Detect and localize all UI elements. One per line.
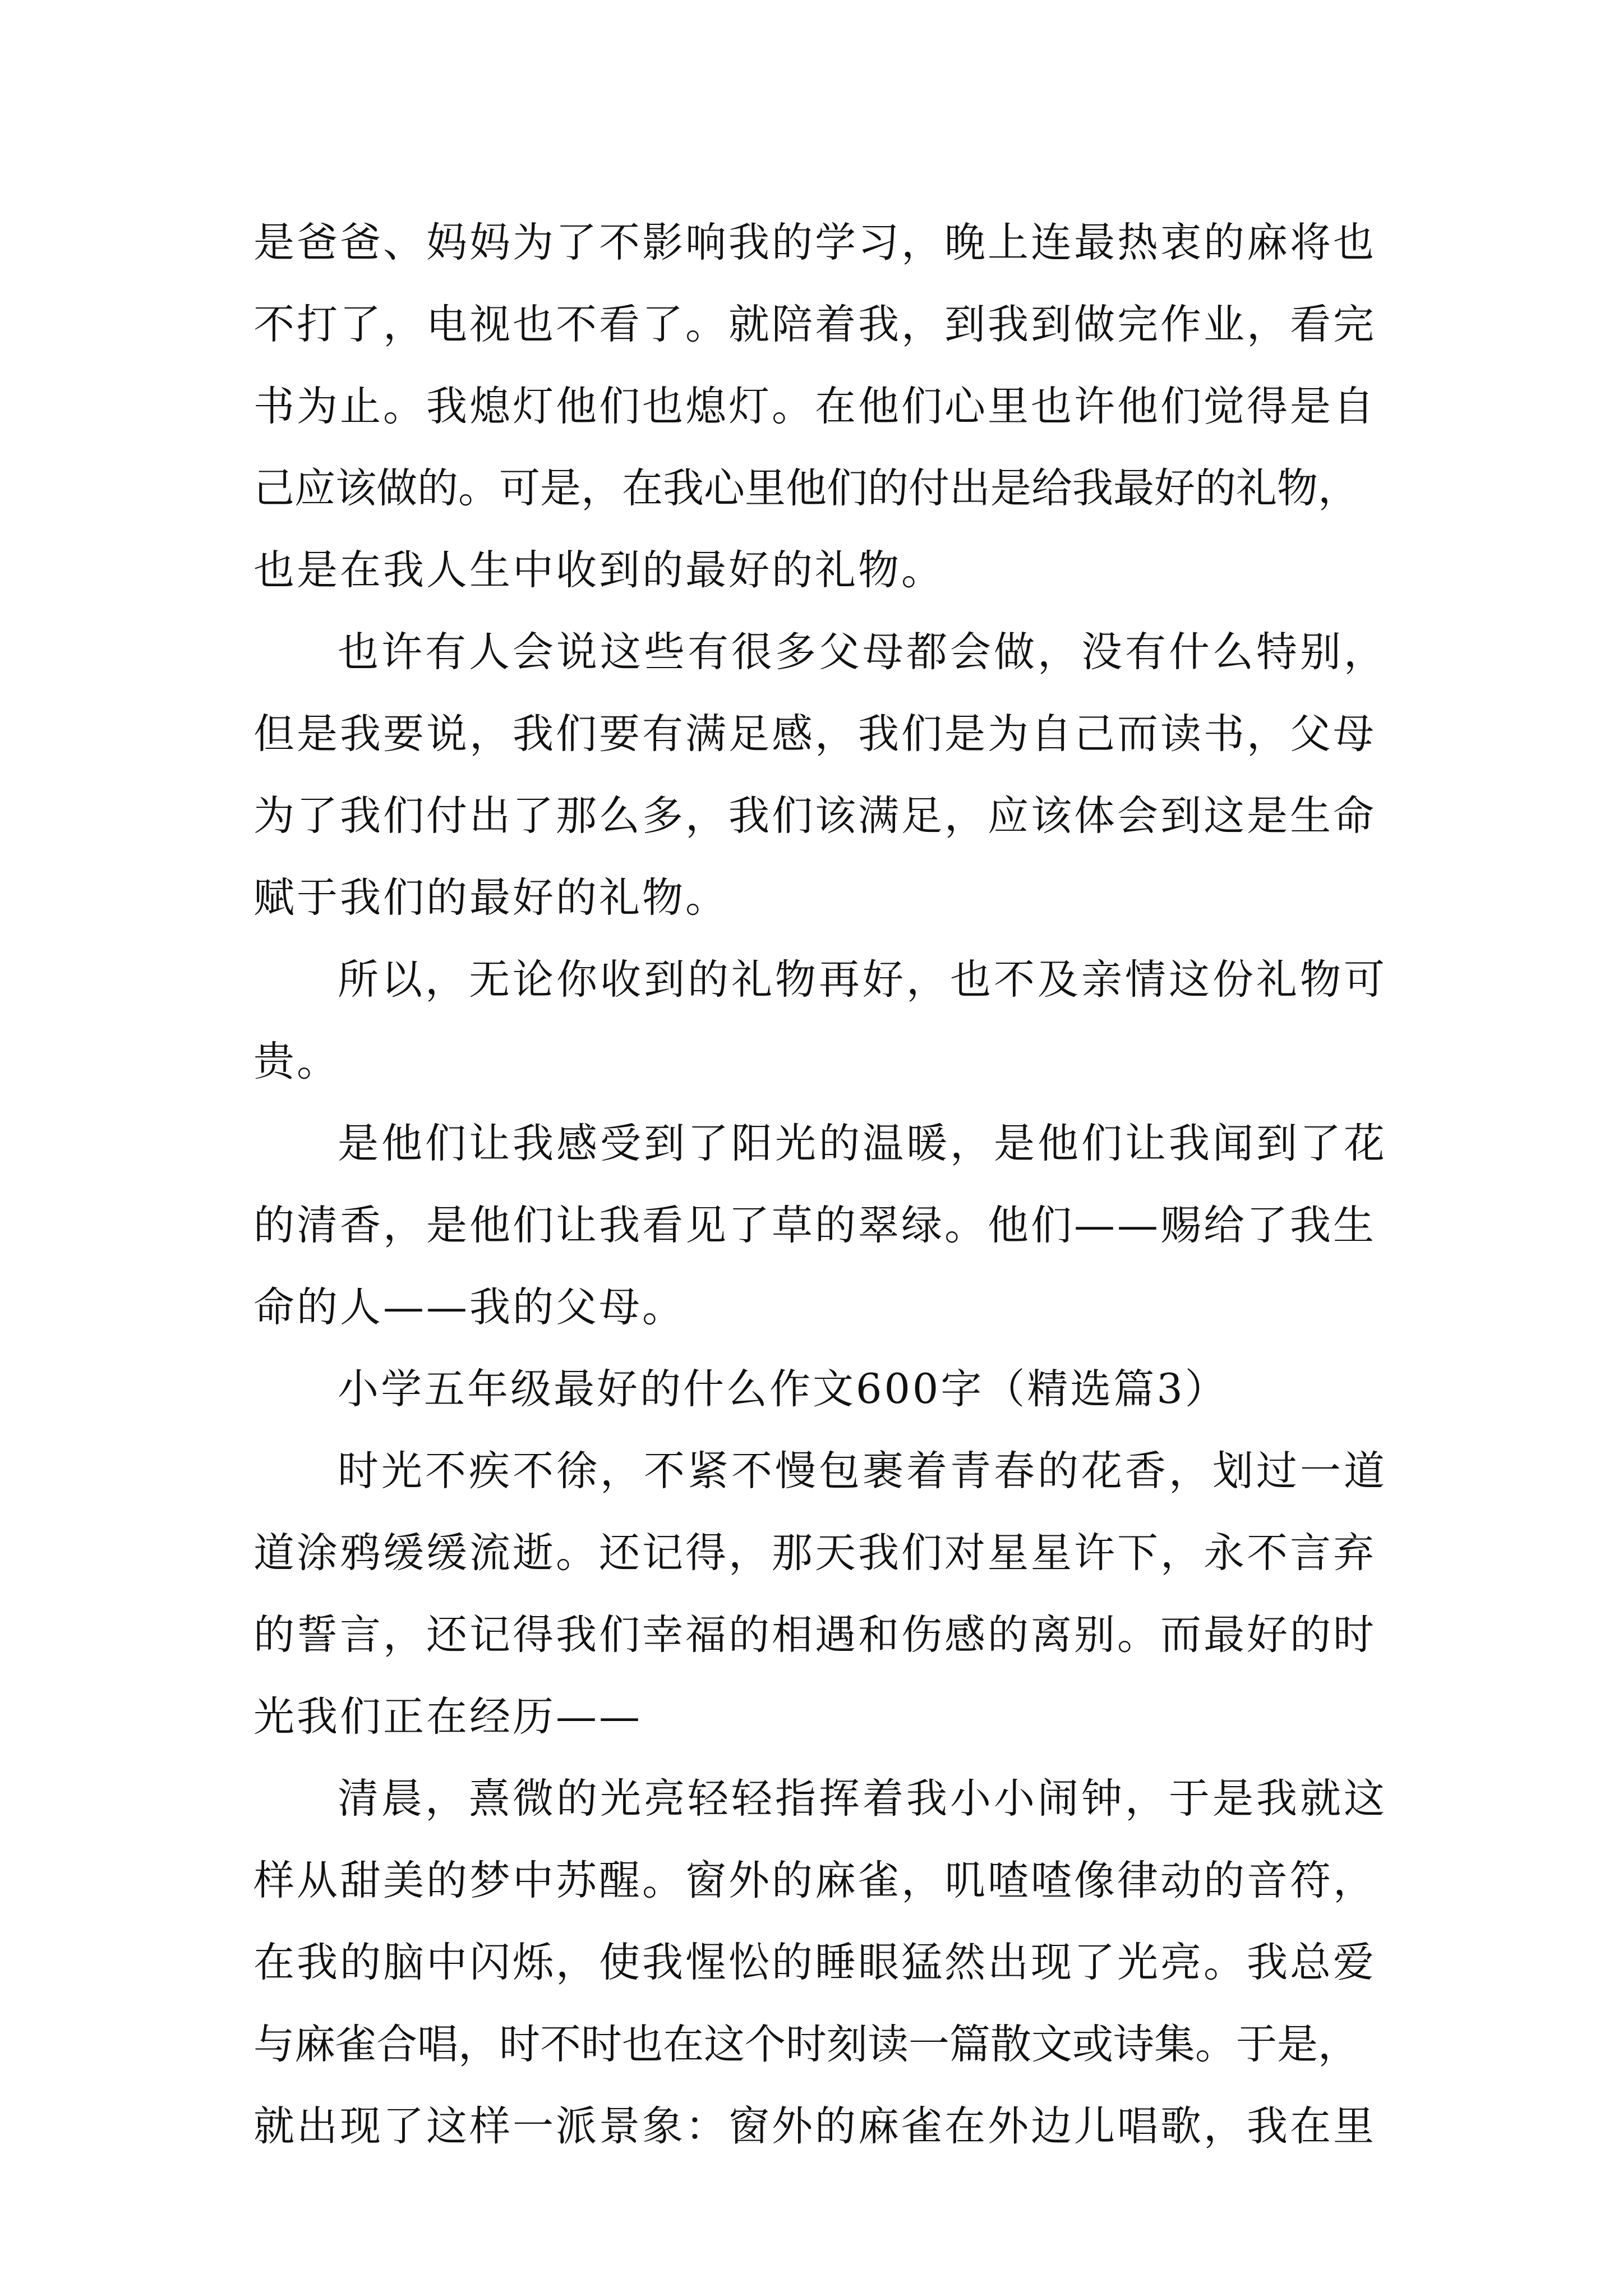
section-heading: [253, 1349, 1389, 1430]
text-line: 但是我要说，我们要有满足感，我们是为自己而读书，父母: [253, 710, 1376, 758]
text-line: 道涂鸦缓缓流逝。还记得，那天我们对星星许下，永不言弃: [253, 1529, 1376, 1577]
text-line: 是他们让我感受到了阳光的温暖，是他们让我闻到了花: [338, 1120, 1387, 1167]
text-line: 所以，无论你收到的礼物再好，也不及亲情这份礼物可: [338, 956, 1387, 1004]
paragraph: [253, 1430, 1389, 1758]
document-body: [253, 202, 1389, 2168]
text-line: 清晨，熹微的光亮轻轻指挥着我小小闹钟，于是我就这: [338, 1775, 1387, 1823]
paragraph: [253, 939, 1389, 1103]
text-line: 贵。: [253, 1038, 340, 1085]
text-line: 书为止。我熄灯他们也熄灯。在他们心里也许他们觉得是自: [253, 383, 1376, 430]
text-line: 样从甜美的梦中苏醒。窗外的麻雀，叽喳喳像律动的音符，: [253, 1857, 1376, 1904]
text-line: 也是在我人生中收到的最好的礼物。: [253, 546, 944, 594]
text-line: 为了我们付出了那么多，我们该满足，应该体会到这是生命: [253, 792, 1376, 840]
text-line: 的清香，是他们让我看见了草的翠绿。他们——赐给了我生: [253, 1202, 1376, 1249]
text-line: 是爸爸、妈妈为了不影响我的学习，晚上连最热衷的麻将也: [253, 219, 1376, 266]
text-line: 己应该做的。可是，在我心里他们的付出是给我最好的礼物，: [253, 464, 1359, 512]
text-line: 在我的脑中闪烁，使我惺忪的睡眼猛然出现了光亮。我总爱: [253, 1939, 1376, 1986]
paragraph: [253, 202, 1389, 611]
text-line: 光我们正在经历——: [253, 1693, 642, 1741]
text-line: 小学五年级最好的什么作文600字（精选篇3）: [338, 1365, 1228, 1413]
text-line: 就出现了这样一派景象：窗外的麻雀在外边儿唱歌，我在里: [253, 2102, 1376, 2150]
paragraph: [253, 1103, 1389, 1349]
text-line: 命的人——我的父母。: [253, 1283, 685, 1331]
text-line: 与麻雀合唱，时不时也在这个时刻读一篇散文或诗集。于是，: [253, 2021, 1359, 2068]
text-line: 不打了，电视也不看了。就陪着我，到我到做完作业，看完: [253, 301, 1376, 348]
text-line: 的誓言，还记得我们幸福的相遇和伤感的离别。而最好的时: [253, 1611, 1376, 1659]
text-line: 也许有人会说这些有很多父母都会做，没有什么特别，: [338, 628, 1387, 676]
paragraph: [253, 611, 1389, 939]
text-line: 时光不疾不徐，不紧不慢包裹着青春的花香，划过一道: [338, 1447, 1387, 1495]
paragraph: [253, 1758, 1389, 2168]
text-line: 赋于我们的最好的礼物。: [253, 874, 728, 922]
